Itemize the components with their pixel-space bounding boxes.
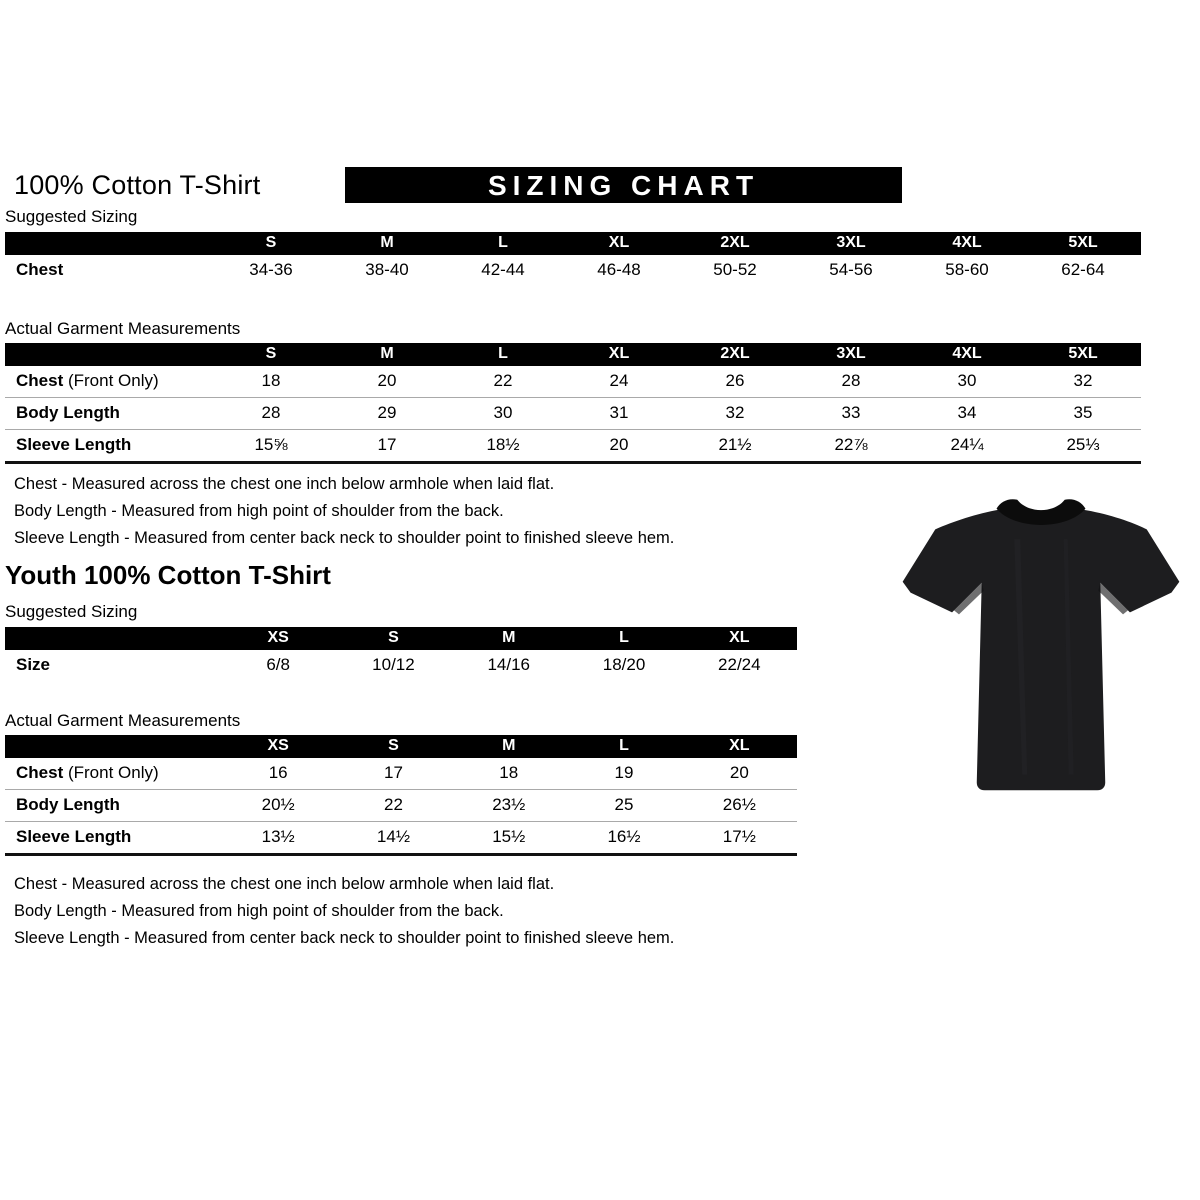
size-header-cell: XL [561, 232, 677, 255]
value-cell: 30 [445, 398, 561, 430]
size-header-cell: L [566, 627, 681, 650]
note-line: Body Length - Measured from high point of shoulder from the back. [14, 902, 504, 920]
sizing-chart-banner: SIZING CHART [345, 167, 902, 203]
size-header-cell: M [451, 735, 566, 758]
value-cell: 22/24 [718, 655, 761, 674]
size-header-cell: S [336, 627, 451, 650]
size-header-cell: M [451, 627, 566, 650]
size-header-cell: 4XL [909, 232, 1025, 255]
youth-suggested-table [5, 627, 797, 681]
value-cell: 20 [682, 758, 797, 790]
value-cell: 16½ [607, 827, 641, 846]
size-header-cell: 5XL [1025, 232, 1141, 255]
value-cell: 24¼ [950, 435, 984, 454]
value-cell: 42-44 [481, 260, 525, 279]
empty-header-cell [5, 627, 221, 650]
value-cell: 35 [1025, 398, 1141, 430]
row-label-cell: Chest (Front Only) [5, 366, 213, 398]
table-header-row [5, 232, 1141, 255]
value-cell: 28 [213, 398, 329, 430]
size-header-cell: 2XL [677, 343, 793, 366]
suggested-sizing-label: Suggested Sizing [5, 602, 138, 621]
note-line: Chest - Measured across the chest one inch below armhole when laid flat. [14, 875, 555, 893]
actual-measurements-label: Actual Garment Measurements [5, 711, 241, 730]
size-header-cell: S [213, 232, 329, 255]
value-cell: 20 [329, 366, 445, 398]
row-label-cell: Body Length [5, 398, 213, 430]
empty-header-cell [5, 735, 221, 758]
value-cell: 22 [445, 366, 561, 398]
youth-title: Youth 100% Cotton T-Shirt [5, 560, 331, 590]
table-header-row [5, 735, 797, 758]
value-cell: 22 [336, 790, 451, 822]
note-line: Body Length - Measured from high point of shoulder from the back. [14, 502, 504, 520]
value-cell: 30 [909, 366, 1025, 398]
value-cell: 26½ [682, 790, 797, 822]
value-cell: 32 [1025, 366, 1141, 398]
value-cell: 17½ [722, 827, 756, 846]
size-header-cell: L [445, 232, 561, 255]
youth-measurements-table [5, 735, 797, 856]
value-cell: 14/16 [487, 655, 530, 674]
value-cell: 17 [377, 435, 397, 454]
size-header-cell: S [213, 343, 329, 366]
size-header-cell: 3XL [793, 232, 909, 255]
value-cell: 18 [451, 758, 566, 790]
size-header-cell: XL [561, 343, 677, 366]
value-cell: 32 [677, 398, 793, 430]
value-cell: 20 [609, 435, 629, 454]
value-cell: 28 [793, 366, 909, 398]
value-cell: 31 [561, 398, 677, 430]
row-label-cell: Sleeve Length [16, 827, 132, 846]
row-label-cell: Chest (Front Only) [5, 758, 221, 790]
table-row [5, 366, 1141, 398]
value-cell: 34 [909, 398, 1025, 430]
size-header-cell: S [336, 735, 451, 758]
empty-header-cell [5, 232, 213, 255]
size-header-cell: L [566, 735, 681, 758]
table-row [5, 650, 797, 681]
row-label-cell: Size [16, 655, 51, 674]
size-header-cell: 3XL [793, 343, 909, 366]
value-cell: 25 [566, 790, 681, 822]
value-cell: 18 [213, 366, 329, 398]
value-cell: 16 [221, 758, 336, 790]
value-cell: 21½ [718, 435, 752, 454]
value-cell: 33 [793, 398, 909, 430]
size-header-cell: XL [682, 735, 797, 758]
value-cell: 50-52 [713, 260, 757, 279]
tshirt-body [903, 510, 1180, 791]
note-line: Sleeve Length - Measured from center back neck to shoulder point to finished sleeve hem. [14, 929, 675, 947]
value-cell: 25⅓ [1066, 435, 1100, 454]
value-cell: 15⅝ [254, 435, 288, 454]
size-header-cell: 4XL [909, 343, 1025, 366]
size-header-cell: 2XL [677, 232, 793, 255]
value-cell: 34-36 [249, 260, 293, 279]
tshirt-image [895, 478, 1187, 814]
size-header-cell: 5XL [1025, 343, 1141, 366]
value-cell: 18½ [486, 435, 520, 454]
size-header-cell: L [445, 343, 561, 366]
value-cell: 14½ [376, 827, 410, 846]
value-cell: 38-40 [365, 260, 409, 279]
row-label-cell: Chest [16, 260, 64, 279]
table-row [5, 790, 797, 822]
table-row [5, 822, 797, 855]
note-line: Chest - Measured across the chest one inch below armhole when laid flat. [14, 475, 555, 493]
suggested-sizing-label: Suggested Sizing [5, 207, 138, 226]
value-cell: 58-60 [945, 260, 989, 279]
page-header [14, 167, 1200, 203]
value-cell: 17 [336, 758, 451, 790]
size-header-cell: M [329, 232, 445, 255]
size-header-cell: XS [221, 627, 336, 650]
size-header-cell: XL [682, 627, 797, 650]
size-header-cell: XS [221, 735, 336, 758]
value-cell: 10/12 [372, 655, 415, 674]
value-cell: 18/20 [602, 655, 646, 674]
empty-header-cell [5, 343, 213, 366]
youth-measurement-notes [14, 875, 1145, 947]
actual-measurements-label: Actual Garment Measurements [5, 319, 241, 338]
adult-title: 100% Cotton T-Shirt [14, 170, 261, 200]
value-cell: 15½ [492, 827, 526, 846]
table-row [5, 398, 1141, 430]
size-header-cell: M [329, 343, 445, 366]
table-row [5, 255, 1141, 286]
table-header-row [5, 343, 1141, 366]
table-row [5, 430, 1141, 463]
row-label-cell: Body Length [5, 790, 221, 822]
value-cell: 22⅞ [834, 435, 868, 454]
table-header-row [5, 627, 797, 650]
adult-measurements-table [5, 343, 1141, 464]
table-row [5, 758, 797, 790]
value-cell: 20½ [221, 790, 336, 822]
value-cell: 23½ [451, 790, 566, 822]
value-cell: 62-64 [1061, 260, 1105, 279]
row-label-cell: Sleeve Length [16, 435, 132, 454]
value-cell: 54-56 [829, 260, 873, 279]
value-cell: 26 [677, 366, 793, 398]
value-cell: 6/8 [266, 655, 290, 674]
note-line: Sleeve Length - Measured from center back neck to shoulder point to finished sleeve hem. [14, 529, 675, 547]
value-cell: 19 [566, 758, 681, 790]
value-cell: 13½ [261, 827, 295, 846]
adult-suggested-table [5, 232, 1141, 286]
value-cell: 29 [329, 398, 445, 430]
value-cell: 24 [561, 366, 677, 398]
value-cell: 46-48 [597, 260, 641, 279]
